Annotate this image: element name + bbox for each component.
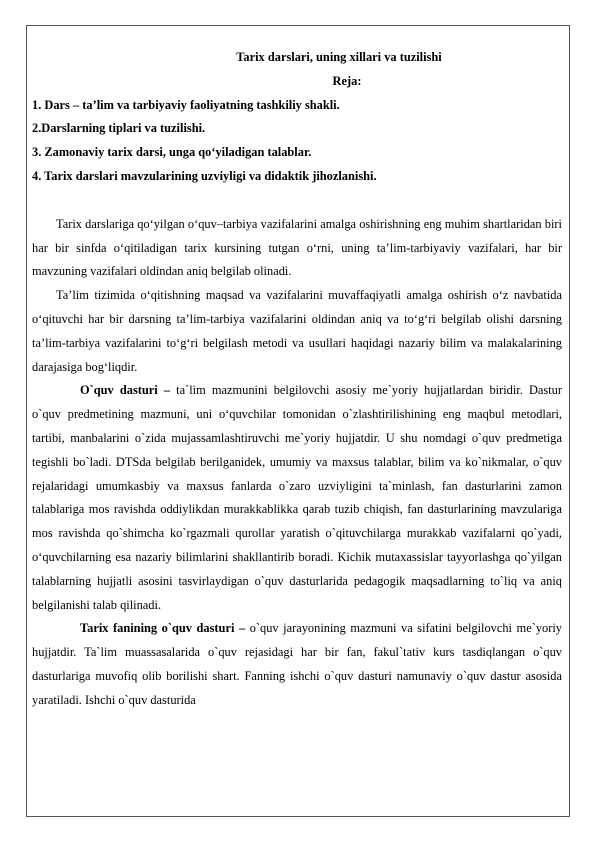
plan-item-2: 2.Darslarning tiplari va tuzilishi. — [32, 121, 206, 136]
paragraph-curriculum — [32, 379, 562, 617]
curriculum-definition: ta`lim mazmunini belgilovchi asosiy me`yoriy hujjatlardan biridir. Dastur o`quv predmetining mazmuni, uni o‘quvchilar tomonidan o`zlashtirilishining eng maqbul metodlari, tartibi, manbalarini o`zida mujassamlashtiruvchi me`yoriy hujjatdir. U shu nomdagi o`quv predmetiga tegishli bo`ladi. DTSda belgilab berilganidek, umumiy va maxsus talablar, bilim va ko`nikmalar, o`quv rejalaridagi umumkasbiy va maxsus fanlarda o`zaro uzviyligini ta`minlash, fan dasturlarini zamon talablariga mos ravishda oddiylikdan murakkablikka qarab tuzib chiqish, fan dasturlarining mavzulariga mos ravishda qo`shimcha ko`rgazmali qurollar yaratish o`qituvchilarga murakkab vazifalarni qo`yadi, o‘quvchilarning esa nazariy bilimlarini shakllantirib boradi. Kichik mutaxassislar tayyorlashga qo`yilgan talablarning hujjatli asosini tasvirlaydigan o`quv dasturlarida pedagogik maqsadlarning to`liq va aniq belgilanishi talab qilinadi. — [32, 383, 562, 612]
document-body — [32, 46, 562, 713]
term-curriculum: O`quv dasturi – — [80, 383, 171, 398]
plan-heading: Reja: — [332, 73, 362, 88]
plan-item-3: 3. Zamonaviy tarix darsi, unga qo‘yiladigan talablar. — [32, 145, 312, 160]
paragraph-history-curriculum — [32, 617, 562, 712]
history-curriculum-definition: o`quv jarayonining mazmuni va sifatini belgilovchi me`yoriy hujjatdir. Ta`lim muassasalarida o`quv rejasidagi har bir fan, fakul`tativ kurs tasdiqlangan o`quv dasturlariga muvofiq olib borilishi shart. Fanning ishchi o`quv dasturi namunaviy o`quv dastur asosida yaratiladi. Ishchi o`quv dasturida — [32, 621, 562, 707]
plan-item-4: 4. Tarix darslari mavzularining uzviyligi va didaktik jihozlanishi. — [32, 168, 377, 183]
term-history-curriculum: Tarix fanining o`quv dasturi – — [80, 621, 246, 636]
paragraph-1: Tarix darslariga qo‘yilgan o‘quv–tarbiya vazifalarini amalga oshirishning eng muhim shartlaridan biri har bir sinfda o‘qitiladigan tarix kursining tutgan o‘rni, uning ta’lim-tarbiyaviy vazifalari, har bir mavzuning vazifalari oldindan aniq belgilab olinadi. — [32, 216, 562, 279]
document-title: Tarix darslari, uning xillari va tuzilishi — [236, 50, 442, 64]
spacer — [32, 189, 562, 213]
plan-item-1: 1. Dars – ta’lim va tarbiyaviy faoliyatning tashkiliy shakli. — [32, 97, 340, 112]
paragraph-2: Ta’lim tizimida o‘qitishning maqsad va vazifalarini muvaffaqiyatli amalga oshirish o‘z navbatida o‘qituvchi har bir darsning ta’lim-tarbiya vazifalarini oldindan aniq va to‘g‘ri belgilab olishi darsning ta’lim-tarbiya vazifalarini to‘g‘ri belgilash metodi va usullari haqidagi nazariy bilim va malakalarining darajasiga bog‘liqdir. — [32, 288, 562, 374]
